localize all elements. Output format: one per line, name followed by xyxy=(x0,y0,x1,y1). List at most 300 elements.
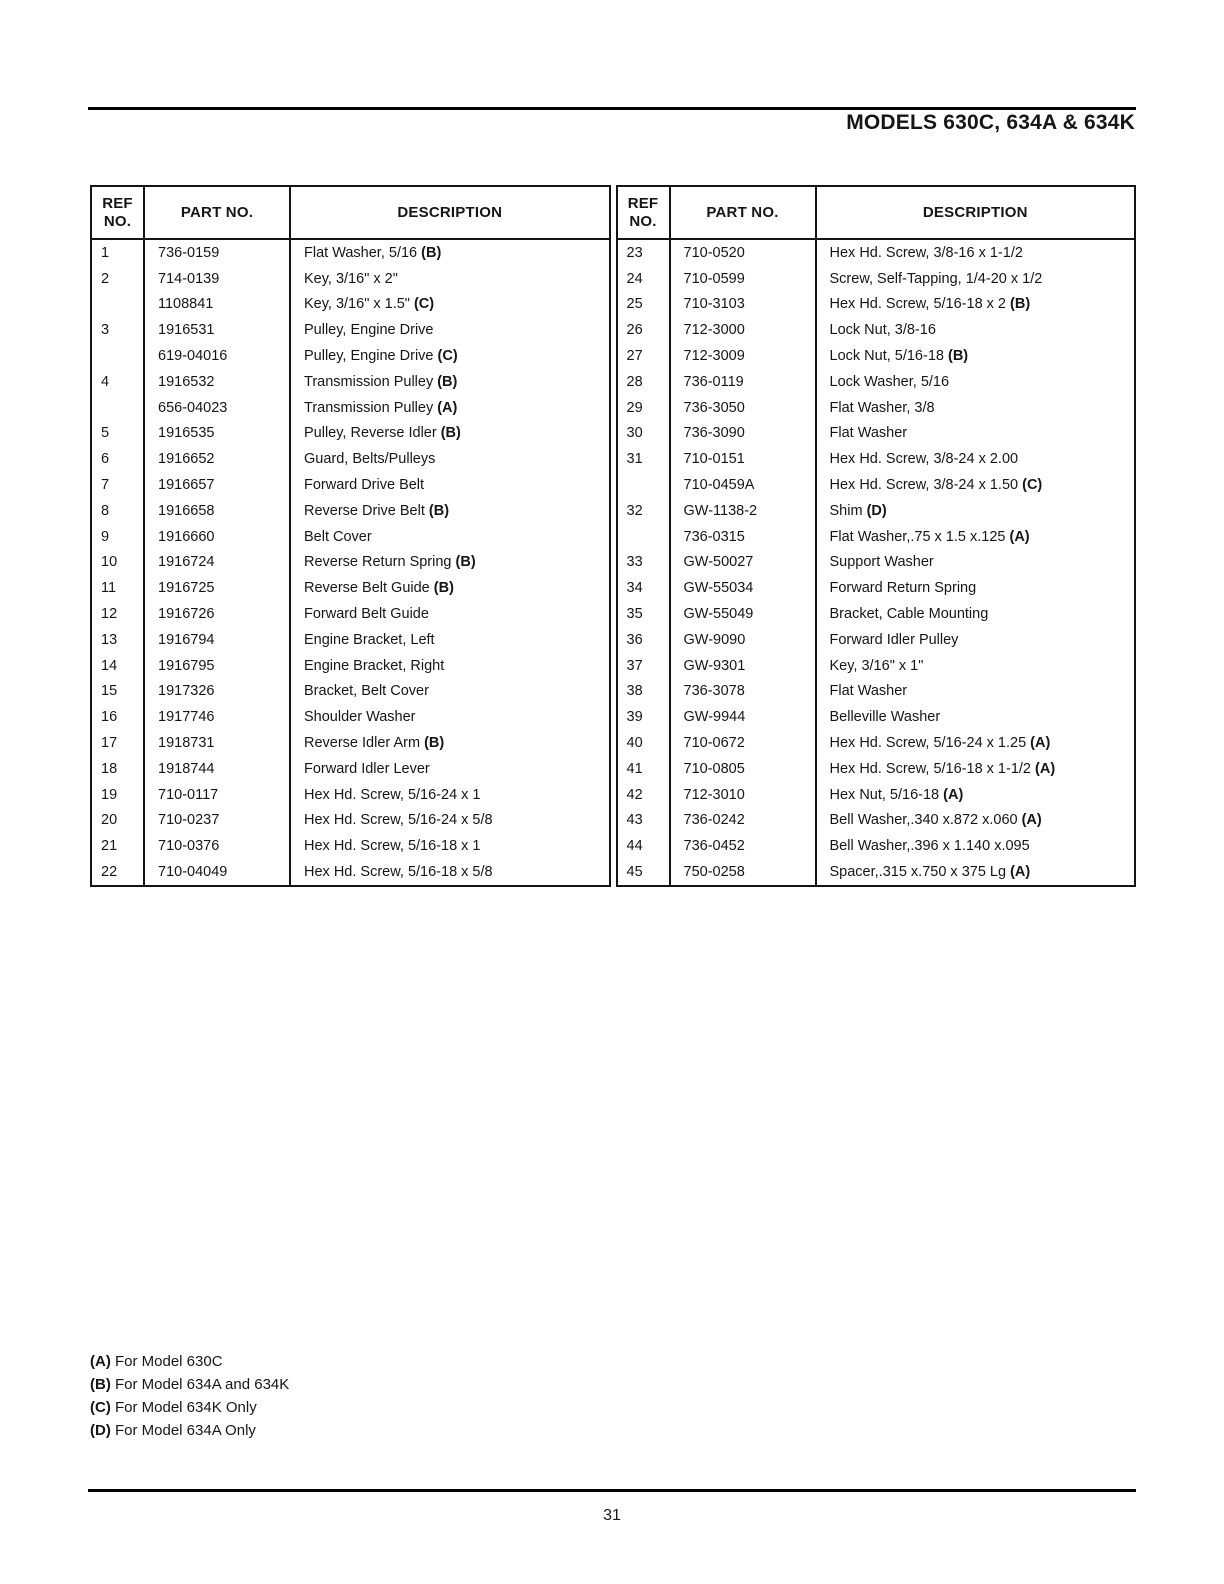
desc-text: Spacer,.315 x.750 x 375 Lg xyxy=(829,864,1007,881)
footnote-text: For Model 630C xyxy=(110,1353,223,1370)
desc-text: Pulley, Engine Drive xyxy=(304,348,434,365)
ref-cell: 33 xyxy=(618,550,671,576)
table-row xyxy=(92,653,609,679)
part-no-header: PART NO. xyxy=(671,187,817,238)
desc-text: Lock Washer, 5/16 xyxy=(829,373,950,390)
desc-cell xyxy=(291,653,609,679)
desc-cell xyxy=(817,808,1135,834)
table-row xyxy=(92,421,609,447)
desc-text: Hex Hd. Screw, 5/16-18 x 1-1/2 xyxy=(829,760,1031,777)
desc-cell xyxy=(291,679,609,705)
desc-cell xyxy=(291,317,609,343)
desc-cell xyxy=(817,395,1135,421)
table-row xyxy=(618,343,1135,369)
table-row xyxy=(92,679,609,705)
table-header-row xyxy=(618,187,1135,240)
desc-cell xyxy=(817,292,1135,318)
footnote-marker: (D) xyxy=(90,1422,111,1439)
table-row xyxy=(92,550,609,576)
part-cell: 710-0237 xyxy=(145,808,291,834)
part-cell: 1918731 xyxy=(145,730,291,756)
desc-text: Reverse Belt Guide xyxy=(304,580,430,597)
desc-cell xyxy=(817,317,1135,343)
desc-text: Support Washer xyxy=(829,554,934,571)
part-cell: 710-0520 xyxy=(671,240,817,266)
desc-text: Screw, Self-Tapping, 1/4-20 x 1/2 xyxy=(829,270,1043,287)
table-row xyxy=(618,756,1135,782)
part-cell: 710-0599 xyxy=(671,266,817,292)
part-cell: 736-3050 xyxy=(671,395,817,421)
desc-text: Forward Return Spring xyxy=(829,580,977,597)
part-cell: 710-0151 xyxy=(671,446,817,472)
part-cell: 710-0376 xyxy=(145,833,291,859)
part-cell: 1108841 xyxy=(145,292,291,318)
ref-cell: 22 xyxy=(92,859,145,885)
footer-rule xyxy=(88,1489,1136,1492)
table-row xyxy=(618,653,1135,679)
ref-cell: 9 xyxy=(92,524,145,550)
part-cell: GW-1138-2 xyxy=(671,498,817,524)
desc-marker: (B) xyxy=(1006,296,1031,313)
ref-cell: 17 xyxy=(92,730,145,756)
part-cell: 1916652 xyxy=(145,446,291,472)
parts-table-left xyxy=(90,185,611,887)
ref-cell: 10 xyxy=(92,550,145,576)
footnote xyxy=(90,1396,289,1419)
ref-cell: 2 xyxy=(92,266,145,292)
part-cell: 619-04016 xyxy=(145,343,291,369)
ref-cell xyxy=(618,524,671,550)
desc-marker: (B) xyxy=(451,554,476,571)
ref-cell: 3 xyxy=(92,317,145,343)
desc-cell xyxy=(817,369,1135,395)
table-row xyxy=(92,266,609,292)
table-row xyxy=(618,575,1135,601)
table-row xyxy=(92,498,609,524)
desc-text: Flat Washer, 3/8 xyxy=(829,399,935,416)
table-row xyxy=(92,240,609,266)
table-row xyxy=(618,704,1135,730)
part-cell: 1916535 xyxy=(145,421,291,447)
desc-text: Reverse Return Spring xyxy=(304,554,452,571)
table-row xyxy=(92,704,609,730)
ref-cell: 14 xyxy=(92,653,145,679)
part-cell: GW-9944 xyxy=(671,704,817,730)
desc-text: Hex Hd. Screw, 5/16-24 x 5/8 xyxy=(304,812,493,829)
table-row xyxy=(92,756,609,782)
ref-no-header xyxy=(92,187,145,238)
desc-text: Shim xyxy=(829,502,863,519)
desc-text: Hex Hd. Screw, 3/8-16 x 1-1/2 xyxy=(829,244,1023,261)
desc-text: Bell Washer,.396 x 1.140 x.095 xyxy=(829,838,1030,855)
table-row xyxy=(92,472,609,498)
desc-cell xyxy=(291,859,609,885)
desc-text: Bell Washer,.340 x.872 x.060 xyxy=(829,812,1018,829)
ref-cell: 36 xyxy=(618,627,671,653)
desc-marker: (B) xyxy=(417,244,442,261)
part-cell: 712-3010 xyxy=(671,782,817,808)
part-cell: 1916531 xyxy=(145,317,291,343)
table-body xyxy=(618,240,1135,885)
footnotes xyxy=(90,1350,289,1442)
table-row xyxy=(618,317,1135,343)
part-cell: 736-3078 xyxy=(671,679,817,705)
part-cell: 1916795 xyxy=(145,653,291,679)
desc-text: Key, 3/16" x 1.5" xyxy=(304,296,410,313)
part-cell: 1917746 xyxy=(145,704,291,730)
desc-text: Reverse Idler Arm xyxy=(304,735,421,752)
desc-cell xyxy=(291,446,609,472)
part-cell: 714-0139 xyxy=(145,266,291,292)
desc-text: Flat Washer xyxy=(829,683,908,700)
ref-cell: 38 xyxy=(618,679,671,705)
ref-cell xyxy=(92,343,145,369)
part-cell: 712-3009 xyxy=(671,343,817,369)
part-cell: 1916724 xyxy=(145,550,291,576)
desc-text: Forward Drive Belt xyxy=(304,477,425,494)
desc-cell xyxy=(291,498,609,524)
desc-cell xyxy=(291,292,609,318)
table-row xyxy=(618,292,1135,318)
table-row xyxy=(92,395,609,421)
desc-cell xyxy=(817,575,1135,601)
table-row xyxy=(92,833,609,859)
table-row xyxy=(618,472,1135,498)
desc-cell xyxy=(291,808,609,834)
desc-marker: (C) xyxy=(409,296,435,313)
ref-cell: 31 xyxy=(618,446,671,472)
desc-text: Belleville Washer xyxy=(829,709,941,726)
part-cell: GW-55049 xyxy=(671,601,817,627)
table-row xyxy=(92,575,609,601)
desc-marker: (D) xyxy=(862,502,887,519)
part-no-header: PART NO. xyxy=(145,187,291,238)
ref-cell: 13 xyxy=(92,627,145,653)
desc-text: Hex Hd. Screw, 5/16-24 x 1.25 xyxy=(829,735,1027,752)
part-cell: 710-0672 xyxy=(671,730,817,756)
desc-text: Lock Nut, 3/8-16 xyxy=(829,322,936,339)
table-row xyxy=(618,730,1135,756)
ref-cell: 23 xyxy=(618,240,671,266)
footnote xyxy=(90,1373,289,1396)
desc-cell xyxy=(817,421,1135,447)
table-row xyxy=(92,730,609,756)
desc-text: Hex Hd. Screw, 3/8-24 x 2.00 xyxy=(829,451,1019,468)
ref-cell xyxy=(92,395,145,421)
desc-marker: (B) xyxy=(424,502,450,519)
desc-marker: (A) xyxy=(1006,864,1031,881)
desc-cell xyxy=(291,524,609,550)
desc-text: Pulley, Engine Drive xyxy=(304,322,434,339)
parts-table-right xyxy=(616,185,1137,887)
footnote-marker: (B) xyxy=(90,1376,111,1393)
desc-cell xyxy=(291,343,609,369)
ref-cell: 4 xyxy=(92,369,145,395)
desc-cell xyxy=(291,756,609,782)
part-cell: 1916725 xyxy=(145,575,291,601)
desc-marker: (A) xyxy=(939,786,964,803)
ref-cell: 44 xyxy=(618,833,671,859)
table-row xyxy=(92,859,609,885)
desc-text: Guard, Belts/Pulleys xyxy=(304,451,436,468)
desc-text: Hex Hd. Screw, 5/16-18 x 1 xyxy=(304,838,481,855)
ref-cell: 27 xyxy=(618,343,671,369)
desc-cell xyxy=(817,756,1135,782)
desc-cell xyxy=(817,472,1135,498)
desc-marker: (B) xyxy=(943,348,969,365)
part-cell: 1916658 xyxy=(145,498,291,524)
part-cell: GW-9301 xyxy=(671,653,817,679)
ref-header-line1: REF xyxy=(627,194,659,212)
ref-cell: 1 xyxy=(92,240,145,266)
desc-cell xyxy=(817,601,1135,627)
table-row xyxy=(92,808,609,834)
desc-cell xyxy=(817,524,1135,550)
ref-cell: 32 xyxy=(618,498,671,524)
ref-cell: 30 xyxy=(618,421,671,447)
table-row xyxy=(92,446,609,472)
footnote-text: For Model 634A and 634K xyxy=(110,1376,290,1393)
table-row xyxy=(618,446,1135,472)
table-row xyxy=(618,679,1135,705)
part-cell: 656-04023 xyxy=(145,395,291,421)
part-cell: 710-0805 xyxy=(671,756,817,782)
desc-marker: (B) xyxy=(436,425,461,442)
part-cell: 1916660 xyxy=(145,524,291,550)
desc-cell xyxy=(291,421,609,447)
part-cell: 736-3090 xyxy=(671,421,817,447)
desc-marker: (A) xyxy=(1031,760,1056,777)
page-title: MODELS 630C, 634A & 634K xyxy=(846,111,1135,134)
table-header-row xyxy=(92,187,609,240)
desc-text: Flat Washer xyxy=(829,425,908,442)
ref-cell: 12 xyxy=(92,601,145,627)
desc-marker: (B) xyxy=(433,373,458,390)
table-row xyxy=(618,498,1135,524)
table-row xyxy=(92,369,609,395)
desc-text: Forward Idler Lever xyxy=(304,760,430,777)
footnote-text: For Model 634A Only xyxy=(110,1422,256,1439)
table-row xyxy=(618,782,1135,808)
desc-marker: (C) xyxy=(433,348,458,365)
ref-header-line2: NO. xyxy=(629,212,657,230)
header-rule xyxy=(88,107,1136,110)
table-row xyxy=(618,524,1135,550)
table-row xyxy=(618,240,1135,266)
desc-cell xyxy=(817,446,1135,472)
table-row xyxy=(92,343,609,369)
desc-text: Bracket, Belt Cover xyxy=(304,683,429,700)
part-cell: 736-0119 xyxy=(671,369,817,395)
part-cell: GW-50027 xyxy=(671,550,817,576)
table-row xyxy=(92,601,609,627)
ref-cell xyxy=(618,472,671,498)
table-row xyxy=(618,266,1135,292)
table-row xyxy=(92,627,609,653)
desc-cell xyxy=(817,704,1135,730)
desc-text: Engine Bracket, Right xyxy=(304,657,445,674)
ref-cell: 43 xyxy=(618,808,671,834)
ref-cell: 28 xyxy=(618,369,671,395)
ref-cell: 20 xyxy=(92,808,145,834)
part-cell: 736-0452 xyxy=(671,833,817,859)
footnote-marker: (A) xyxy=(90,1353,111,1370)
desc-marker: (C) xyxy=(1018,477,1043,494)
desc-marker: (B) xyxy=(420,735,445,752)
desc-marker: (A) xyxy=(1005,528,1030,545)
ref-cell: 7 xyxy=(92,472,145,498)
desc-marker: (A) xyxy=(433,399,458,416)
ref-cell: 15 xyxy=(92,679,145,705)
ref-cell: 34 xyxy=(618,575,671,601)
desc-text: Transmission Pulley xyxy=(304,373,434,390)
ref-cell: 19 xyxy=(92,782,145,808)
part-cell: 736-0242 xyxy=(671,808,817,834)
desc-text: Key, 3/16" x 2" xyxy=(304,270,398,287)
ref-cell: 37 xyxy=(618,653,671,679)
ref-cell: 21 xyxy=(92,833,145,859)
desc-text: Hex Hd. Screw, 5/16-18 x 2 xyxy=(829,296,1006,313)
desc-cell xyxy=(291,472,609,498)
ref-cell: 6 xyxy=(92,446,145,472)
table-row xyxy=(618,859,1135,885)
desc-text: Forward Belt Guide xyxy=(304,606,429,623)
part-cell: 1916794 xyxy=(145,627,291,653)
desc-cell xyxy=(817,782,1135,808)
desc-cell xyxy=(291,730,609,756)
desc-cell xyxy=(291,833,609,859)
page-number: 31 xyxy=(603,1507,621,1524)
ref-cell: 35 xyxy=(618,601,671,627)
ref-no-header xyxy=(618,187,671,238)
desc-text: Hex Hd. Screw, 5/16-18 x 5/8 xyxy=(304,864,493,881)
desc-cell xyxy=(291,601,609,627)
desc-cell xyxy=(817,833,1135,859)
desc-cell xyxy=(291,369,609,395)
footnote xyxy=(90,1419,289,1442)
ref-header-line2: NO. xyxy=(103,212,132,230)
ref-header-line1: REF xyxy=(102,194,133,212)
desc-text: Bracket, Cable Mounting xyxy=(829,606,989,623)
desc-cell xyxy=(817,240,1135,266)
ref-cell: 25 xyxy=(618,292,671,318)
part-cell: 736-0315 xyxy=(671,524,817,550)
table-row xyxy=(618,833,1135,859)
part-cell: 1918744 xyxy=(145,756,291,782)
ref-cell: 11 xyxy=(92,575,145,601)
desc-text: Pulley, Reverse Idler xyxy=(304,425,437,442)
parts-tables xyxy=(90,185,1136,887)
ref-cell xyxy=(92,292,145,318)
desc-cell xyxy=(291,266,609,292)
desc-cell xyxy=(291,550,609,576)
desc-cell xyxy=(817,653,1135,679)
desc-cell xyxy=(817,550,1135,576)
desc-text: Hex Hd. Screw, 5/16-24 x 1 xyxy=(304,786,481,803)
description-header: DESCRIPTION xyxy=(922,204,1028,221)
ref-cell: 45 xyxy=(618,859,671,885)
table-row xyxy=(618,369,1135,395)
desc-cell xyxy=(291,782,609,808)
part-cell: 710-04049 xyxy=(145,859,291,885)
ref-cell: 39 xyxy=(618,704,671,730)
ref-cell: 26 xyxy=(618,317,671,343)
desc-cell xyxy=(817,266,1135,292)
part-cell: 1916657 xyxy=(145,472,291,498)
desc-text: Forward Idler Pulley xyxy=(829,631,959,648)
desc-text: Flat Washer,.75 x 1.5 x.125 xyxy=(829,528,1006,545)
desc-text: Lock Nut, 5/16-18 xyxy=(829,348,944,365)
desc-text: Shoulder Washer xyxy=(304,709,416,726)
part-cell: 712-3000 xyxy=(671,317,817,343)
part-cell: 1916726 xyxy=(145,601,291,627)
desc-cell xyxy=(817,730,1135,756)
part-cell: 710-0117 xyxy=(145,782,291,808)
table-row xyxy=(92,317,609,343)
desc-cell xyxy=(817,679,1135,705)
desc-cell xyxy=(817,627,1135,653)
ref-cell: 16 xyxy=(92,704,145,730)
part-cell: GW-9090 xyxy=(671,627,817,653)
desc-text: Belt Cover xyxy=(304,528,372,545)
desc-marker: (A) xyxy=(1017,812,1042,829)
desc-cell xyxy=(291,240,609,266)
desc-text: Reverse Drive Belt xyxy=(304,502,425,519)
part-cell: GW-55034 xyxy=(671,575,817,601)
desc-marker: (A) xyxy=(1026,735,1051,752)
table-body xyxy=(92,240,609,885)
part-cell: 736-0159 xyxy=(145,240,291,266)
desc-cell xyxy=(817,343,1135,369)
footnote xyxy=(90,1350,289,1373)
ref-cell: 29 xyxy=(618,395,671,421)
table-row xyxy=(618,808,1135,834)
desc-text: Hex Hd. Screw, 3/8-24 x 1.50 xyxy=(829,477,1019,494)
table-row xyxy=(618,601,1135,627)
table-row xyxy=(92,292,609,318)
part-cell: 750-0258 xyxy=(671,859,817,885)
part-cell: 710-0459A xyxy=(671,472,817,498)
desc-cell xyxy=(291,704,609,730)
ref-cell: 42 xyxy=(618,782,671,808)
table-row xyxy=(92,524,609,550)
part-cell: 1916532 xyxy=(145,369,291,395)
part-cell: 710-3103 xyxy=(671,292,817,318)
footnote-text: For Model 634K Only xyxy=(110,1399,257,1416)
ref-cell: 8 xyxy=(92,498,145,524)
desc-text: Key, 3/16" x 1" xyxy=(829,657,924,674)
desc-marker: (B) xyxy=(429,580,454,597)
desc-cell xyxy=(817,498,1135,524)
desc-cell xyxy=(291,395,609,421)
ref-cell: 18 xyxy=(92,756,145,782)
table-row xyxy=(92,782,609,808)
footnote-marker: (C) xyxy=(90,1399,111,1416)
ref-cell: 24 xyxy=(618,266,671,292)
ref-cell: 41 xyxy=(618,756,671,782)
desc-text: Flat Washer, 5/16 xyxy=(304,244,418,261)
description-header: DESCRIPTION xyxy=(397,204,503,221)
ref-cell: 5 xyxy=(92,421,145,447)
table-row xyxy=(618,550,1135,576)
desc-cell xyxy=(291,575,609,601)
table-row xyxy=(618,421,1135,447)
desc-cell xyxy=(817,859,1135,885)
desc-text: Hex Nut, 5/16-18 xyxy=(829,786,940,803)
part-cell: 1917326 xyxy=(145,679,291,705)
desc-cell xyxy=(291,627,609,653)
desc-text: Engine Bracket, Left xyxy=(304,631,435,648)
